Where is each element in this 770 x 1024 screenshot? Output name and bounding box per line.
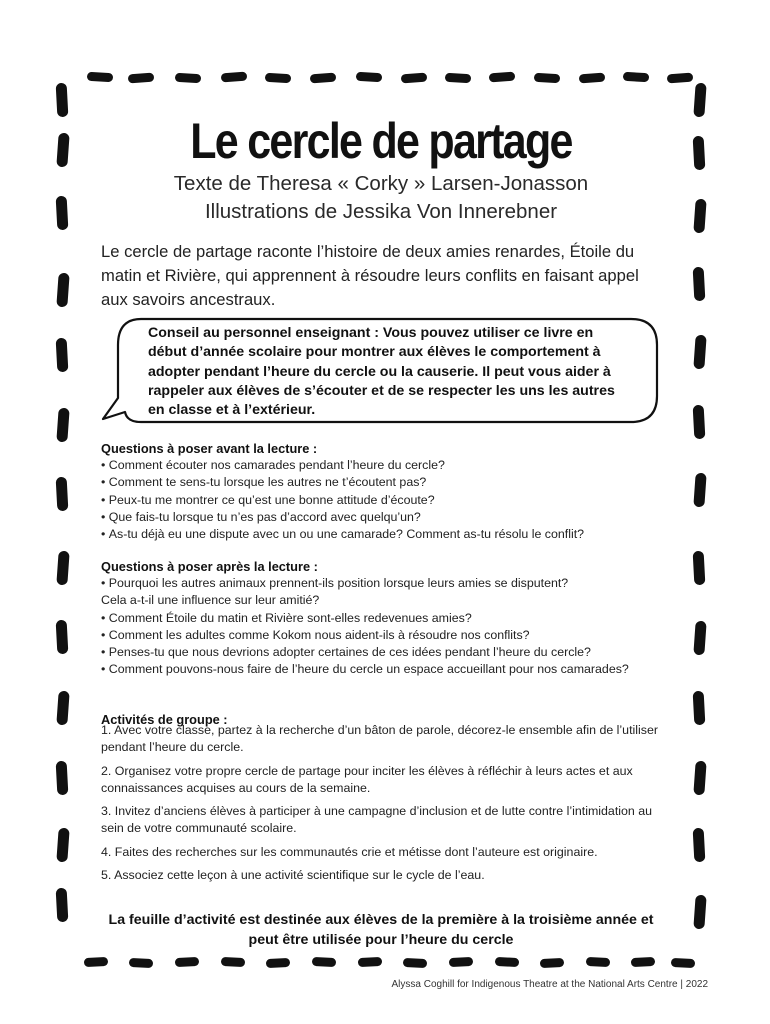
border-dash	[56, 477, 69, 512]
border-dash	[623, 72, 649, 82]
after-reading-heading: Questions à poser après la lecture :	[101, 559, 318, 574]
footer-credit: Alyssa Coghill for Indigenous Theatre at the National Arts Centre | 2022	[391, 979, 708, 990]
border-dash	[358, 957, 382, 967]
before-reading-heading: Questions à poser avant la lecture :	[101, 441, 318, 456]
list-item: 3. Invitez d’anciens élèves à participer à une campagne d’inclusion et de lutte contre l’intimidation au sein de votre communauté scolaire.	[101, 804, 653, 836]
border-dash	[128, 73, 155, 84]
border-dash	[693, 136, 706, 171]
border-dash	[312, 957, 336, 967]
border-dash	[265, 73, 291, 83]
border-dash	[129, 958, 153, 968]
border-dash	[266, 958, 290, 968]
group-activities-list	[101, 722, 661, 884]
border-dash	[495, 957, 519, 967]
border-dash	[175, 73, 201, 83]
border-dash	[671, 958, 695, 968]
after-reading-list	[101, 575, 661, 679]
border-dash	[84, 957, 108, 967]
border-dash	[56, 551, 69, 586]
border-dash	[56, 133, 69, 168]
border-dash	[693, 621, 706, 656]
border-dash	[693, 267, 706, 302]
border-dash	[56, 196, 69, 231]
border-dash	[693, 199, 706, 234]
border-dash	[579, 73, 606, 84]
border-dash	[56, 338, 69, 373]
border-dash	[540, 958, 564, 968]
list-item: • Comment te sens-tu lorsque les autres ne t’écoutent pas?	[101, 474, 661, 491]
border-dash	[693, 828, 706, 863]
list-item: • Que fais-tu lorsque tu n’es pas d’accord avec quelqu’un?	[101, 509, 661, 526]
border-dash	[693, 691, 706, 726]
teacher-tip-bubble	[101, 316, 661, 426]
before-reading-list	[101, 457, 661, 543]
list-item: • Comment pouvons-nous faire de l’heure du cercle un espace accueillant pour nos camarades?	[101, 661, 661, 678]
teacher-tip-text: Conseil au personnel enseignant : Vous pouvez utiliser ce livre en début d’année scolaire pour montrer aux élèves le comportement à adopter pendant l’heure du cercle ou la causerie. Il peut vous aider à rappeler aux élèves de s’écouter et de se respecter les uns les autres en classe et à l’extérieur.	[148, 325, 615, 419]
border-dash	[56, 828, 69, 863]
border-dash	[56, 761, 69, 796]
author-credit: Texte de Theresa « Corky » Larsen-Jonasson	[173, 172, 589, 195]
list-item: 2. Organisez votre propre cercle de partage pour inciter les élèves à réfléchir à leurs actes et aux connaissances acquises au cours de la semaine.	[101, 763, 633, 795]
list-item: • Comment les adultes comme Kokom nous aident-ils à résoudre nos conflits?	[101, 627, 661, 644]
border-dash	[56, 273, 69, 308]
list-item: • Pourquoi les autres animaux prennent-ils position lorsque leurs amies se disputent?	[101, 575, 661, 592]
list-item: • Comment Étoile du matin et Rivière sont-elles redevenues amies?	[101, 610, 661, 627]
border-dash	[221, 72, 248, 83]
border-dash	[693, 473, 706, 508]
closing-note: La feuille d’activité est destinée aux élèves de la première à la troisième année et peut être utilisée pour l’heure du cercle	[108, 912, 654, 948]
border-dash	[693, 405, 706, 440]
list-item: • Peux-tu me montrer ce qu’est une bonne attitude d’écoute?	[101, 492, 661, 509]
border-dash	[56, 408, 69, 443]
border-dash	[403, 958, 427, 968]
border-dash	[401, 73, 428, 84]
intro-paragraph: Le cercle de partage raconte l’histoire de deux amies renardes, Étoile du matin et Rivière, qui apprennent à résoudre leurs conflits en faisant appel aux savoirs ancestraux.	[101, 242, 639, 309]
list-item: • Penses-tu que nous devrions adopter certaines de ces idées pendant l’heure du cercle?	[101, 644, 661, 661]
border-dash	[631, 957, 655, 967]
before-reading-section	[101, 440, 661, 543]
list-item: Cela a-t-il une influence sur leur amitié?	[101, 593, 320, 608]
list-item: 1. Avec votre classe, partez à la recherche d’un bâton de parole, décorez-le ensemble afin de l’utiliser pendant l’heure du cercle.	[101, 723, 658, 755]
after-reading-section	[101, 558, 661, 679]
border-dash	[445, 73, 471, 83]
border-dash	[356, 72, 382, 82]
list-item: • Comment écouter nos camarades pendant l’heure du cercle?	[101, 457, 661, 474]
list-item: 5. Associez cette leçon à une activité scientifique sur le cycle de l’eau.	[101, 868, 485, 883]
border-dash	[667, 73, 694, 84]
list-item: • As-tu déjà eu une dispute avec un ou une camarade? Comment as-tu résolu le conflit?	[101, 526, 661, 543]
illustrator-credit: Illustrations de Jessika Von Innerebner	[204, 200, 558, 223]
border-dash	[693, 551, 706, 586]
border-dash	[449, 957, 473, 967]
border-dash	[693, 761, 706, 796]
border-dash	[310, 73, 337, 84]
border-dash	[586, 957, 610, 967]
border-dash	[221, 957, 245, 967]
border-dash	[489, 72, 516, 83]
page-title: Le cercle de partage	[190, 113, 572, 169]
border-dash	[534, 73, 560, 83]
border-dash	[56, 620, 69, 655]
border-dash	[175, 957, 199, 967]
border-dash	[693, 83, 706, 118]
border-dash	[87, 72, 113, 82]
group-activities-heading: Activités de groupe :	[101, 712, 228, 727]
list-item: 4. Faites des recherches sur les communautés crie et métisse dont l’auteure est originaire.	[101, 844, 598, 859]
border-dash	[56, 691, 69, 726]
border-dash	[693, 335, 706, 370]
border-dash	[56, 83, 69, 118]
border-dash	[693, 895, 706, 930]
border-dash	[56, 888, 69, 923]
group-activities-section	[101, 711, 661, 890]
